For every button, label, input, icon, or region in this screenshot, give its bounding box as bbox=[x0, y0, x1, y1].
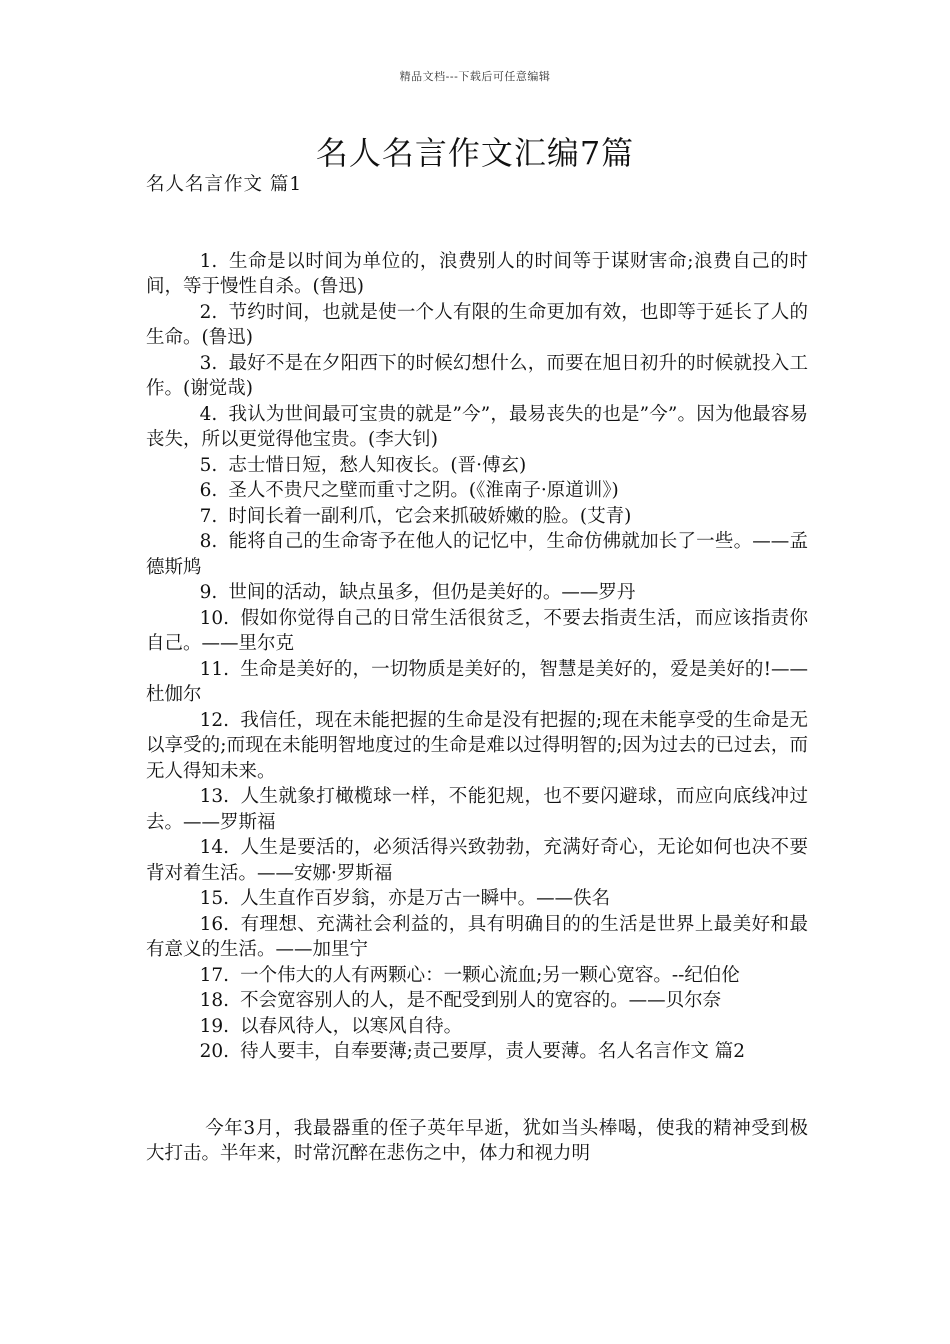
document-title: 名人名言作文汇编7篇 bbox=[315, 134, 635, 172]
document-body bbox=[146, 172, 808, 1167]
quote-item bbox=[146, 912, 808, 963]
quote-item bbox=[146, 657, 808, 708]
quote-text: 以春风待人，以寒风自待。 bbox=[240, 1015, 463, 1037]
quote-text: 能将自己的生命寄予在他人的记忆中，生命仿佛就加长了一些。——孟德斯鸠 bbox=[146, 531, 808, 578]
quote-number: 8. bbox=[199, 531, 218, 552]
quote-text: 不会宽容别人的人，是不配受到别人的宽容的。——贝尔奈 bbox=[240, 990, 722, 1011]
quote-text: 我信任，现在未能把握的生命是没有把握的;现在未能享受的生命是无以享受的;而现在未能明智地度过的生命是难以过得明智的;因为过去的已过去，而无人得知未来。 bbox=[146, 709, 808, 782]
quote-text: 人生直作百岁翁，亦是万古一瞬中。——佚名 bbox=[240, 888, 611, 909]
page-header: 精品文档---下载后可任意编辑 bbox=[399, 70, 551, 83]
quote-text: 圣人不贵尺之壁而重寸之阴。(《淮南子·原道训》) bbox=[228, 480, 619, 501]
quote-number: 1. bbox=[199, 250, 218, 272]
quote-text: 最好不是在夕阳西下的时候幻想什么，而要在旭日初升的时候就投入工作。(谢觉哉) bbox=[146, 352, 808, 399]
spacer bbox=[146, 1065, 808, 1116]
quote-item bbox=[146, 886, 808, 912]
quote-number: 5. bbox=[199, 454, 218, 476]
spacer bbox=[146, 198, 808, 249]
quote-number: 9. bbox=[199, 582, 218, 603]
quote-item bbox=[146, 249, 808, 300]
quote-number: 12. bbox=[199, 709, 230, 731]
quote-item bbox=[146, 784, 808, 835]
quote-number: 7. bbox=[199, 505, 218, 527]
quote-text: 有理想、充满社会利益的，具有明确目的的生活是世界上最美好和最有意义的生活。——加里宁 bbox=[146, 913, 808, 960]
quote-item bbox=[146, 835, 808, 886]
quote-text: 节约时间，也就是使一个人有限的生命更加有效，也即等于延长了人的生命。(鲁迅) bbox=[146, 301, 808, 348]
body-paragraph: 今年3月，我最器重的侄子英年早逝，犹如当头棒喝，使我的精神受到极大打击。半年来，时常沉醉在悲伤之中，体力和视力明 bbox=[146, 1117, 808, 1164]
quote-item bbox=[146, 708, 808, 785]
quote-number: 3. bbox=[199, 352, 218, 374]
quote-number: 6. bbox=[199, 480, 218, 501]
section-heading: 名人名言作文 篇1 bbox=[146, 174, 303, 195]
quote-text: 时间长着一副利爪，它会来抓破娇嫩的脸。(艾青) bbox=[228, 505, 632, 527]
quote-text: 生命是美好的，一切物质是美好的，智慧是美好的，爱是美好的!——杜伽尔 bbox=[146, 658, 808, 705]
quote-item bbox=[146, 351, 808, 402]
quote-text: 人生是要活的，必须活得兴致勃勃，充满好奇心，无论如何也决不要背对着生活。——安娜·罗斯福 bbox=[146, 837, 808, 884]
quote-number: 20. bbox=[199, 1041, 230, 1062]
quote-text: 世间的活动，缺点虽多，但仍是美好的。——罗丹 bbox=[228, 582, 636, 603]
quote-number: 13. bbox=[199, 786, 230, 807]
quote-text: 生命是以时间为单位的，浪费别人的时间等于谋财害命;浪费自己的时间，等于慢性自杀。(鲁迅) bbox=[146, 250, 808, 297]
quote-item bbox=[146, 963, 808, 989]
quote-item bbox=[146, 1039, 808, 1065]
quote-item bbox=[146, 580, 808, 606]
quote-text: 人生就象打橄榄球一样，不能犯规，也不要闪避球，而应向底线冲过去。——罗斯福 bbox=[146, 786, 808, 833]
quote-text: 我认为世间最可宝贵的就是”今”，最易丧失的也是”今”。因为他最容易丧失，所以更觉得他宝贵。(李大钊) bbox=[146, 403, 808, 450]
quote-text: 志士惜日短，愁人知夜长。(晋·傅玄) bbox=[228, 454, 527, 476]
quote-item bbox=[146, 402, 808, 453]
quote-number: 19. bbox=[199, 1015, 230, 1037]
quote-text: 待人要丰，自奉要薄;责己要厚，责人要薄。名人名言作文 篇2 bbox=[240, 1041, 746, 1062]
quote-number: 11. bbox=[199, 658, 230, 680]
quote-item bbox=[146, 453, 808, 479]
quote-item bbox=[146, 478, 808, 504]
quote-number: 14. bbox=[199, 837, 230, 858]
quote-list bbox=[146, 249, 808, 1065]
quote-item bbox=[146, 504, 808, 530]
quote-number: 10. bbox=[199, 607, 230, 629]
quote-item bbox=[146, 988, 808, 1014]
quote-item bbox=[146, 300, 808, 351]
quote-number: 16. bbox=[199, 913, 230, 935]
quote-number: 17. bbox=[199, 964, 230, 986]
quote-item bbox=[146, 1014, 808, 1040]
quote-number: 2. bbox=[199, 301, 218, 323]
quote-item bbox=[146, 606, 808, 657]
quote-text: 一个伟大的人有两颗心：一颗心流血;另一颗心宽容。--纪伯伦 bbox=[240, 964, 740, 986]
quote-number: 15. bbox=[199, 888, 230, 909]
quote-number: 4. bbox=[199, 403, 218, 425]
quote-text: 假如你觉得自己的日常生活很贫乏，不要去指责生活，而应该指责你自己。——里尔克 bbox=[146, 607, 808, 654]
quote-number: 18. bbox=[199, 990, 230, 1011]
quote-item bbox=[146, 529, 808, 580]
